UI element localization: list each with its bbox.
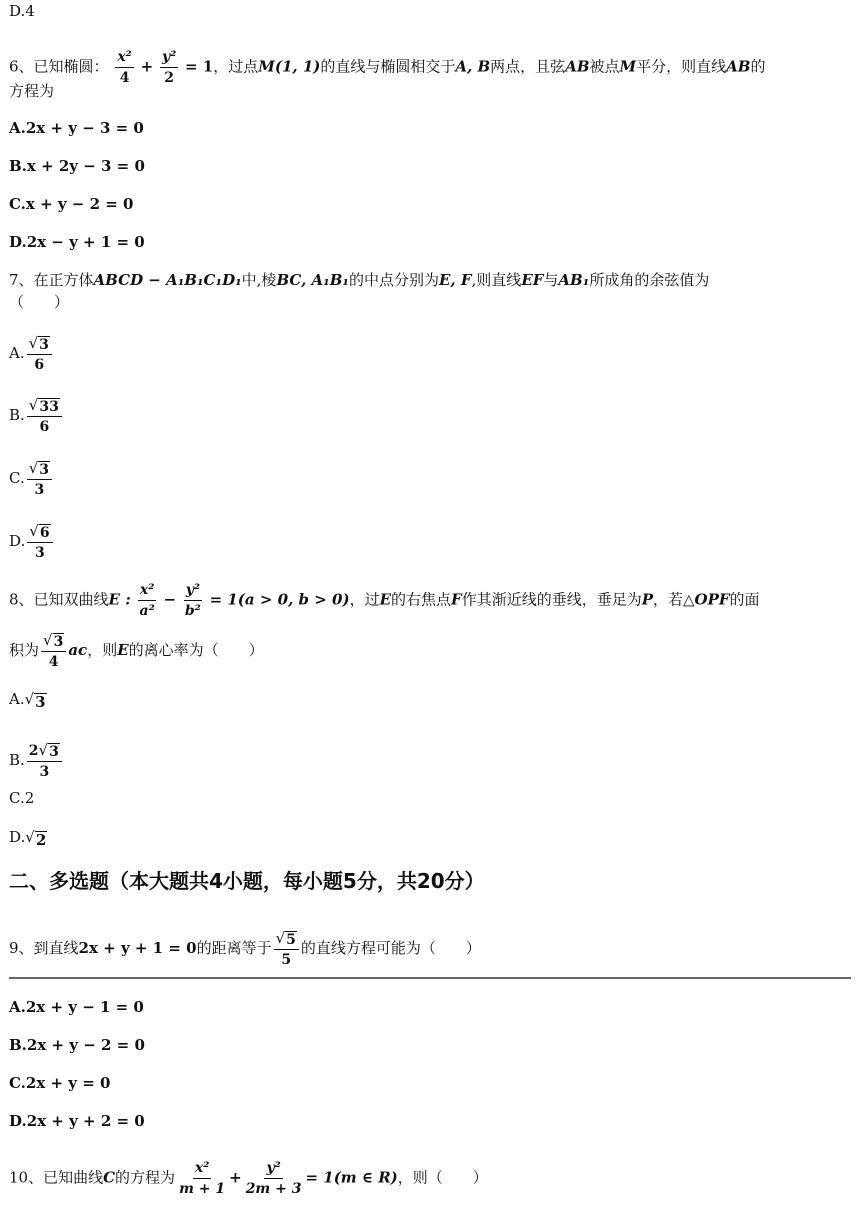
q7-prefix: 7、在正方体 (9, 271, 94, 289)
q7-cube: ABCD − A₁B₁C₁D₁ (93, 271, 242, 289)
q10-c: C (103, 1168, 116, 1187)
q9-option-c: C.2x + y = 0 (9, 1074, 111, 1092)
q7-text-2: 的中点分别为 (348, 271, 439, 289)
q8-option-b: B. 2 √ 3 3 (9, 740, 64, 782)
q6-plus: + (140, 57, 154, 76)
q8-rhs: = 1(a > 0, b > 0) (209, 590, 350, 609)
q8-prefix: 8、已知双曲线 (9, 590, 109, 609)
q6-line-ab: AB (726, 57, 751, 76)
q6-text-2: 的直线与椭圆相交于 (320, 57, 456, 76)
q6-fraction-2: $\frac{\text{y²}}{2}$ (161, 49, 177, 86)
q6-option-d: D.2x − y + 1 = 0 (9, 233, 145, 251)
q10-text-1: 的方程为 (115, 1168, 176, 1187)
q8-area-tail: ac (68, 641, 88, 659)
q9-text-2: 的直线方程可能为（ ） (300, 939, 481, 957)
q7-edges: BC, A₁B₁ (276, 271, 349, 289)
q7-ef: EF (521, 271, 544, 289)
q6-eq-rhs: = 1 (185, 57, 214, 76)
q7-text-1: 中,棱 (241, 271, 277, 289)
q8-p: P (641, 590, 653, 609)
q8-fraction-2: $\frac{\text{y²}}{\text{b²}}$ (184, 582, 201, 619)
q8-text-1: ，过 (349, 590, 380, 609)
q9-text-1: 的距离等于 (196, 939, 272, 957)
q7-option-a: A. √ 3 6 (9, 333, 54, 375)
q6-m: M (619, 57, 637, 76)
q8-line2-end: 的离心率为（ ） (128, 641, 264, 659)
q9-option-b: B.2x + y − 2 = 0 (9, 1036, 145, 1054)
q6-points-ab: A, B (455, 57, 491, 76)
q7-option-b: B. √ 33 6 (9, 395, 64, 437)
q8-e2: E (379, 590, 392, 609)
q8-text-2: 的右焦点 (391, 590, 452, 609)
question-8-stem (9, 580, 760, 621)
q10-text-2: ，则（ ） (397, 1168, 488, 1187)
q6-text-6: 的 (750, 57, 766, 76)
q6-stem-line-2: 方程为 (9, 82, 55, 100)
q10-prefix: 10、已知曲线 (9, 1168, 104, 1187)
q6-point-m: M(1, 1) (258, 57, 321, 76)
question-10-stem (9, 1158, 488, 1199)
q9-option-d: D.2x + y + 2 = 0 (9, 1112, 145, 1130)
q8-option-c: C.2 (9, 789, 35, 807)
q8-area-fraction: √ 3 4 (41, 630, 66, 672)
q8-e3: E (117, 641, 129, 659)
q8-opf: OPF (694, 590, 730, 609)
q10-plus: + (229, 1168, 242, 1187)
q6-text-4: 被点 (589, 57, 620, 76)
q9-line: 2x + y + 1 = 0 (78, 939, 197, 957)
question-9-stem (9, 928, 481, 970)
q8-fraction-1: $\frac{\text{x²}}{\text{a²}}$ (139, 582, 155, 619)
q8-e: E : (108, 590, 131, 609)
q6-fraction-1: $\frac{\text{x²}}{4}$ (117, 49, 132, 86)
q8-f: F (451, 590, 462, 609)
q7-option-c: C. √ 3 3 (9, 458, 54, 500)
q6-text-3: 两点，且弦 (490, 57, 566, 76)
section-2-heading: 二、多选题（本大题共4小题，每小题5分，共20分） (9, 869, 485, 893)
q8-stem-line-2 (9, 630, 264, 672)
q7-text-4: 与 (543, 271, 559, 289)
q7-text-5: 所成角的余弦值为 (589, 271, 710, 289)
question-6-stem (9, 47, 766, 88)
q8-option-d: D. √ 2 (9, 828, 47, 849)
q8-text-4: ，若△ (652, 590, 695, 609)
q7-ab1: AB₁ (558, 271, 590, 289)
q7-paren: （ ） (9, 293, 70, 311)
q8-option-a: A. √ 3 (9, 690, 46, 711)
q9-prefix: 9、到直线 (9, 939, 79, 957)
q9-fraction: √ 5 5 (274, 928, 299, 970)
q6-text-1: ，过点 (213, 57, 259, 76)
q6-option-b: B.x + 2y − 3 = 0 (9, 157, 145, 175)
q6-prefix: 6、已知椭圆： (9, 57, 109, 76)
q8-line2-text: ，则 (87, 641, 118, 659)
divider (9, 977, 851, 979)
q7-points: E, F (439, 271, 472, 289)
q6-chord-ab: AB (565, 57, 590, 76)
q6-text-5: 平分，则直线 (636, 57, 727, 76)
q10-rhs: = 1(m ∈ R) (305, 1168, 398, 1187)
question-7-stem (9, 269, 709, 291)
q6-option-a: A.2x + y − 3 = 0 (9, 119, 144, 137)
q7-text-3: ,则直线 (471, 271, 522, 289)
q7-option-d: D. √ 6 3 (9, 521, 55, 563)
q6-option-c: C.x + y − 2 = 0 (9, 195, 134, 213)
q8-minus: − (163, 590, 177, 609)
q8-text-5: 的面 (729, 590, 760, 609)
q8-line2-prefix: 积为 (9, 641, 40, 659)
q5-option-d: D.4 (9, 2, 35, 20)
q8-text-3: 作其渐近线的垂线，垂足为 (461, 590, 642, 609)
q10-fraction-1: $\frac{\text{x²}}{m + 1}$ (179, 1160, 226, 1197)
q9-option-a: A.2x + y − 1 = 0 (9, 998, 144, 1016)
q10-fraction-2: $\frac{\text{y²}}{2m + 3}$ (245, 1160, 302, 1197)
